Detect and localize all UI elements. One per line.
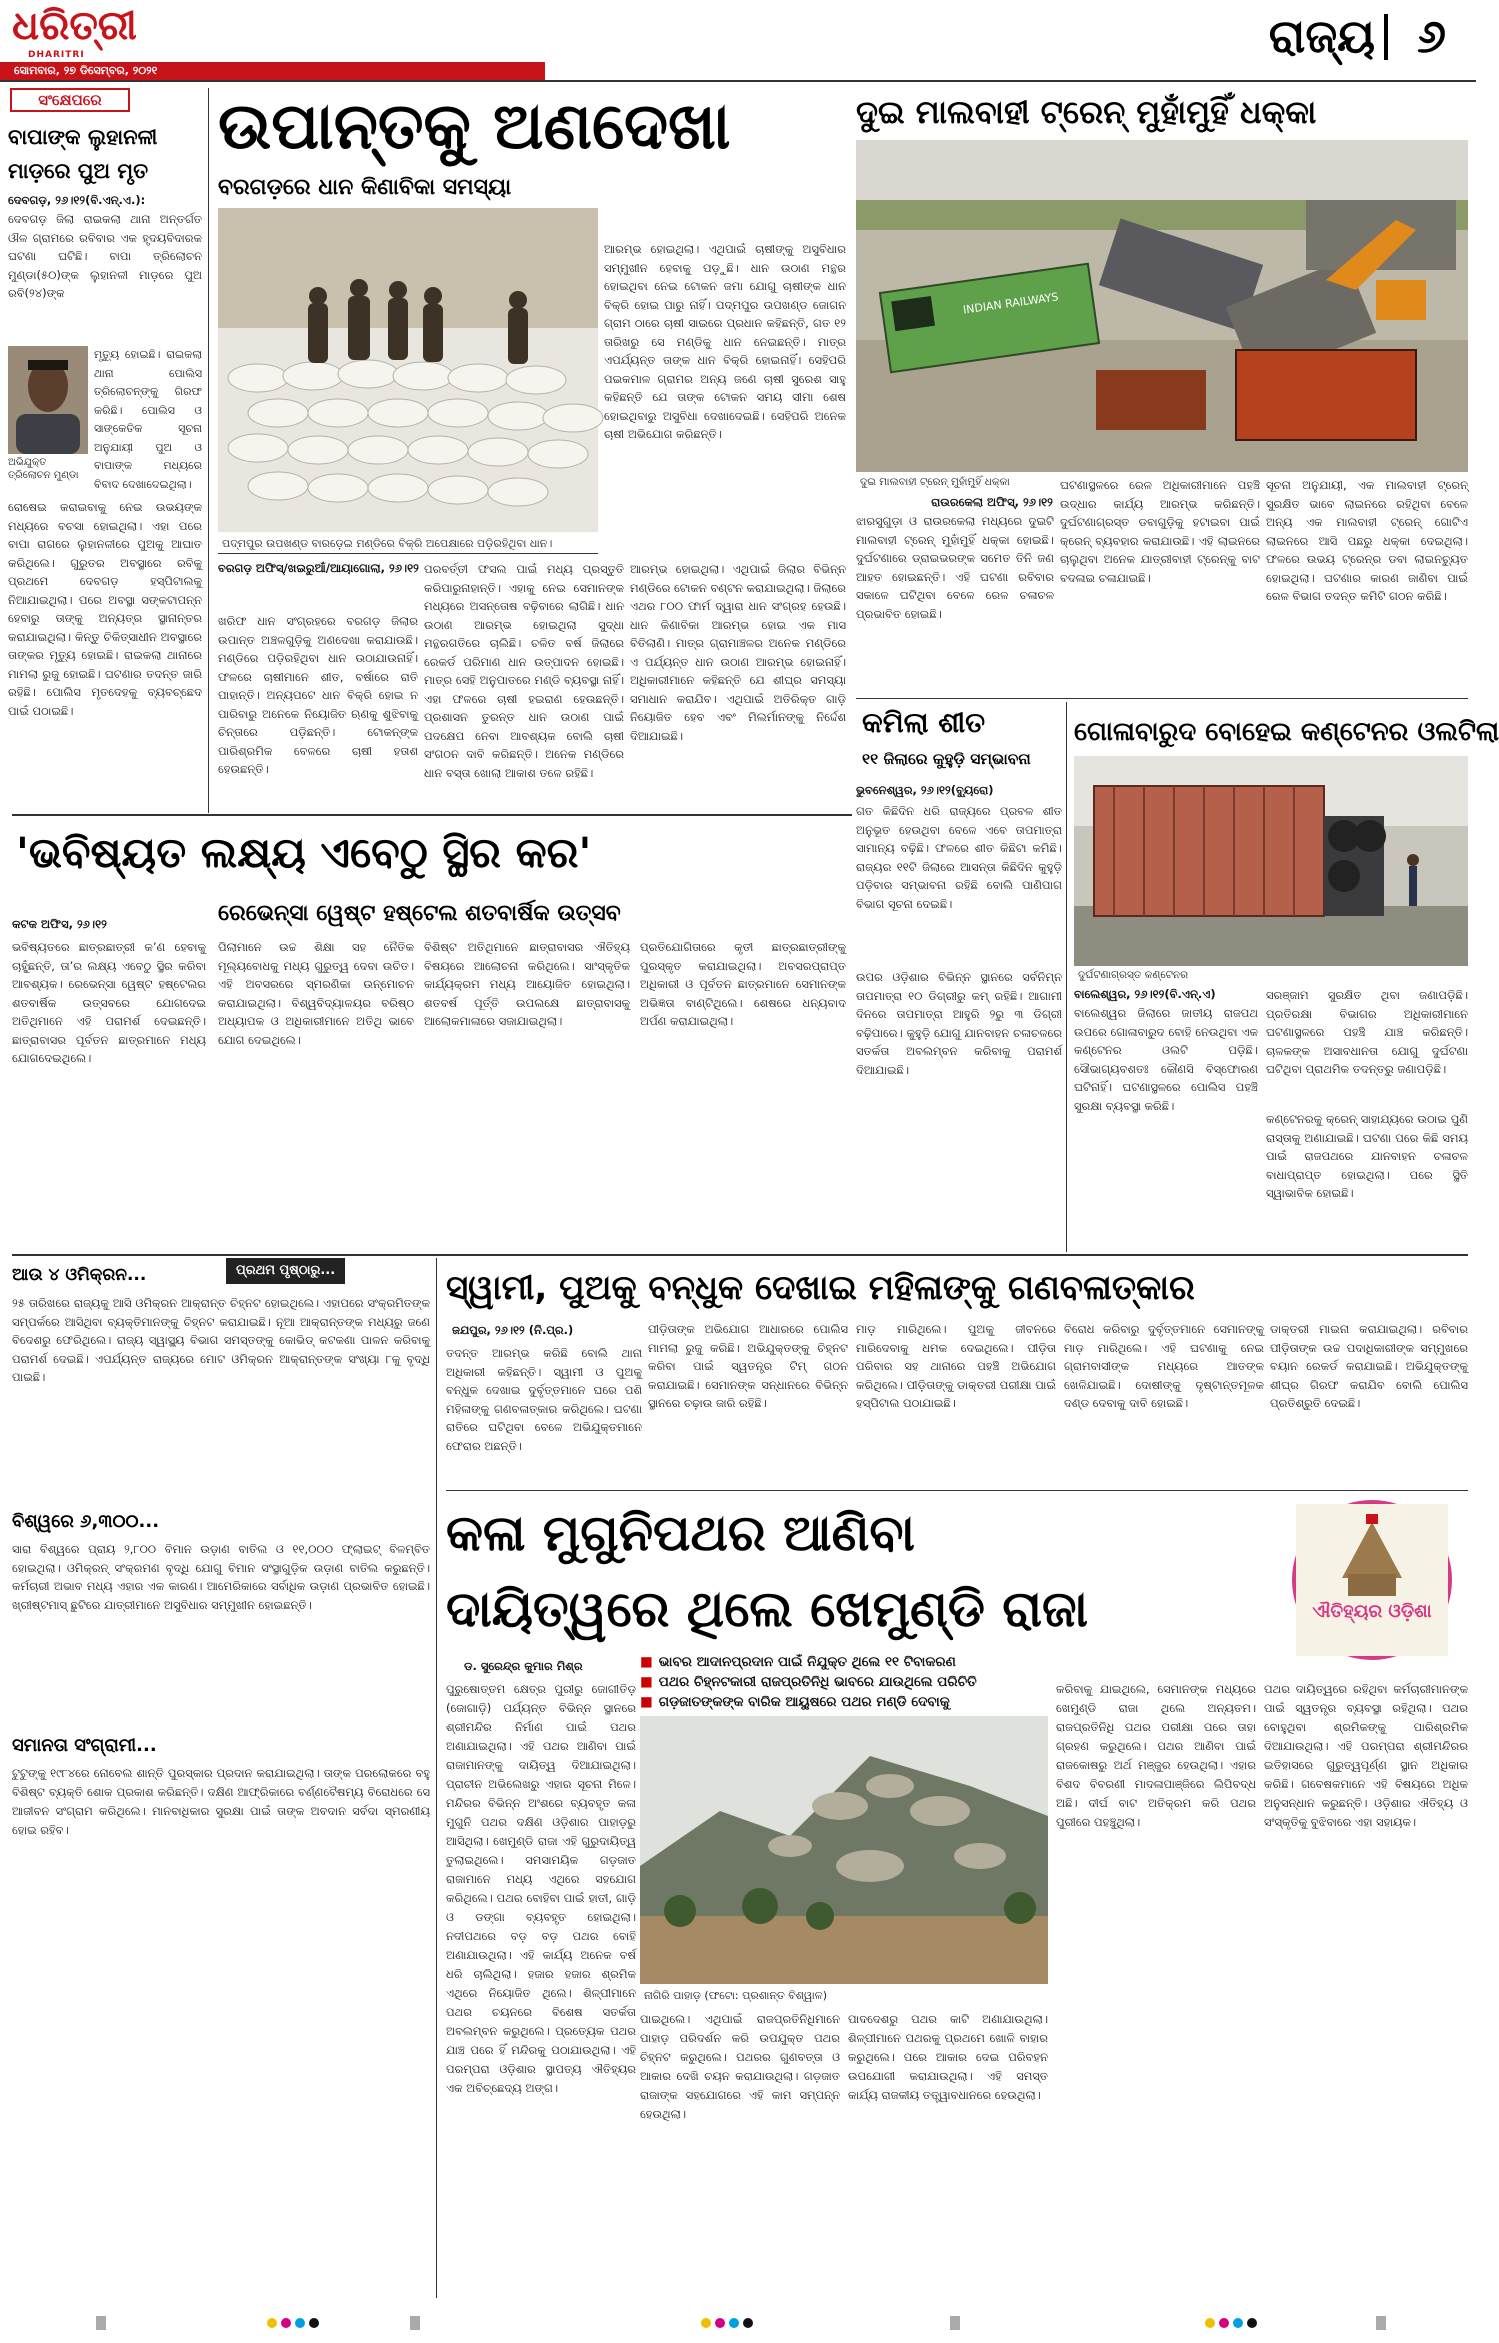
equality-body: ଟୁଟୁଙ୍କୁ ୧୯୮୪ରେ ନୋବେଲ ଶାନ୍ତି ପୁରସ୍କାର ପ୍ରଦାନ କରାଯାଇଥିଲା। ତାଙ୍କ ପରଲୋକରେ ବହୁ ବିଶିଷ୍ଟ ବ୍ୟକ୍ତି ଶୋକ ପ୍ରକାଶ କରିଛନ୍ତି। ଦକ୍ଷିଣ ଆଫ୍ରିକାରେ ବର୍ଣ୍ଣବୈଷମ୍ୟ ବିରୋଧରେ ସେ ଆଜୀବନ ସଂଗ୍ରାମ କରିଥିଲେ। ମାନବାଧିକାର ସୁରକ୍ଷା ପାଇଁ ତାଙ୍କ ଅବଦାନ ସର୍ବଦା ସ୍ମରଣୀୟ ହୋଇ ରହିବ। xyxy=(12,1766,430,1837)
lead-body-left: ଖରିଫ ଧାନ ସଂଗ୍ରହରେ ବରଗଡ଼ ଜିଲାର ଉପାନ୍ତ ଅଞ୍ଚଳଗୁଡ଼ିକୁ ଅଣଦେଖା କରାଯାଉଛି। ମଣ୍ଡିରେ ପଡ଼ିରହିଥିବା ଧାନ ଉଠାଯାଉନାହିଁ। ଫଳରେ ଚାଷୀମାନେ ଶୀତ, ବର୍ଷାରେ ରାତି ପାହାନ୍ତି। ଅନ୍ୟପଟେ ଧାନ ବିକ୍ରି ହୋଇ ନ ପାରିବାରୁ ଅନେକେ ନିୟୋଜିତ ଋଣକୁ ଶୁଝିବାକୁ ଚିନ୍ତାରେ ପଡ଼ିଛନ୍ତି। ଟୋକନ୍ଙ୍କ ପାରିଶ୍ରମିକ ବେଳରେ ଚାଷୀ ହତାଶ ହେଉଛନ୍ତି। xyxy=(218,614,418,776)
lead-body-right: ଆରମ୍ଭ ହୋଇଥିଲା। ଏଥିପାଇଁ ଜିଲାର ବିଭିନ୍ନ ମଣ୍ଡିରେ ଟୋକନ ବଣ୍ଟନ କରାଯାଇଥିଲା। ଜିଲାରେ ଏଥର ୮୦୦ ଫାର୍ମ ଦ୍ୱାରା ଧାନ ସଂଗ୍ରହ ହେଉଛି। ଧାନ କିଣାବିକା ଆରମ୍ଭ ହୋଇ ଏକ ମାସ ବିତିଲାଣି। ମାତ୍ର ଗ୍ରାମାଞ୍ଚଳର ଅନେକ ମଣ୍ଡିରେ ଏ ପର୍ଯ୍ୟନ୍ତ ଧାନ ଉଠାଣ ଆରମ୍ଭ ହୋଇନାହିଁ। ଅଧିକାରୀମାନେ କହିଛନ୍ତି ଯେ ଶୀଘ୍ର ସମସ୍ୟା ସମାଧାନ କରାଯିବ। ଏଥିପାଇଁ ଅତିରିକ୍ତ ଗାଡ଼ି ନିୟୋଜିତ ହେବ ଏବଂ ମିଲର୍ମାନଙ୍କୁ ନିର୍ଦ୍ଦେଶ ଦିଆଯାଇଛି। xyxy=(630,562,846,743)
left-bottom-column-rule xyxy=(436,1258,437,2298)
heritage-badge xyxy=(1292,1500,1452,1660)
heritage-bullet: ■ ଗଡ଼ଜାତଙ୍କଙ୍କ ବାରିକ ଆୟୁଷରେ ପଥର ମଣ୍ଡି ଦେବାକୁ xyxy=(640,1692,1060,1712)
page-number: ୬ xyxy=(1417,9,1446,63)
sidebar-portrait-photo xyxy=(8,346,88,454)
lead-rule-bottom xyxy=(12,814,852,816)
portrait-illustration xyxy=(8,346,88,454)
section-name: ରାଜ୍ୟ xyxy=(1268,9,1376,63)
temple-icon xyxy=(1296,1504,1448,1656)
logo-subtitle: DHARITRI xyxy=(28,50,85,60)
continued-label-text: ପ୍ରଥମ ପୃଷ୍ଠାରୁ... xyxy=(236,1263,336,1278)
future-dateline: କଟକ ଅଫିସ, ୨୬।୧୨ xyxy=(12,917,107,931)
future-body-b: ପିଲାମାନେ ଉଚ୍ଚ ଶିକ୍ଷା ସହ ନୈତିକ ମୂଲ୍ୟବୋଧକୁ ମଧ୍ୟ ଗୁରୁତ୍ୱ ଦେବା ଉଚିତ। ଏହି ଅବସରରେ ସ୍ମରଣିକା ଉନ୍ମୋଚନ କରାଯାଇଥିଲା। ବିଶ୍ୱବିଦ୍ୟାଳୟର ବରିଷ୍ଠ ଅଧ୍ୟାପକ ଓ ଅଧିକାରୀମାନେ ଅତିଥି ଭାବେ ଯୋଗ ଦେଇଥିଲେ। xyxy=(218,940,414,1047)
logo-text: ଧରିତ୍ରୀ xyxy=(12,2,137,49)
assault-body-c: ମାଡ଼ ମାରିଥିଲେ। ପୁଅକୁ ଜୀବନରେ ମାରିଦେବାକୁ ଧମକ ଦେଇଥିଲେ। ପୀଡ଼ିତା ପରିବାର ସହ ଥାନାରେ ପହଞ୍ଚି ଅଭିଯୋଗ କରିଥିଲେ। ପୀଡ଼ିତାଙ୍କୁ ଡାକ୍ତରୀ ପରୀକ୍ଷା ପାଇଁ ହସ୍ପିଟାଲ ପଠାଯାଇଛି। xyxy=(856,1322,1056,1410)
print-registration-strip xyxy=(0,2306,1476,2339)
hill-illustration xyxy=(640,1716,1048,1984)
lead-caption-rule xyxy=(218,553,598,554)
heritage-body-c: ପାଦଦେଶରୁ ପଥର କାଟି ଅଣାଯାଉଥିଲା। ଶିଳ୍ପୀମାନେ ପଥରକୁ ପ୍ରଥମେ ଖୋଳି ବାହାର କରୁଥିଲେ। ପରେ ଆକାର ଦେଇ ପରିବହନ ଉପଯୋଗୀ କରାଯାଉଥିଲା। ଏହି ସମସ୍ତ କାର୍ଯ୍ୟ ରାଜକୀୟ ତତ୍ତ୍ୱାବଧାନରେ ହେଉଥିଲା। xyxy=(848,2012,1048,2102)
lead-body-mid: ପରବର୍ତ୍ତୀ ଫସଲ ପାଇଁ ମଧ୍ୟ ପ୍ରସ୍ତୁତି କରିପାରୁନାହାନ୍ତି। ଏହାକୁ ନେଇ ସେମାନଙ୍କ ମଧ୍ୟରେ ଅସନ୍ତୋଷ ବଢ଼ିବାରେ ଲାଗିଛି। ଧାନ ଉଠାଣ ଆରମ୍ଭ ହୋଇଥିଲା ସୁଦ୍ଧା ମନ୍ଥରଗତିରେ ଚାଲିଛି। ଚଳିତ ବର୍ଷ ଜିଲାରେ ରେକର୍ଡ ପରିମାଣ ଧାନ ଉତ୍ପାଦନ ହୋଇଛି। ମାତ୍ର ସେହି ଅନୁପାତରେ ମଣ୍ଡି ବ୍ୟବସ୍ଥା ନାହିଁ। ଏହା ଫଳରେ ଚାଷୀ ହଇରାଣ ହେଉଛନ୍ତି। ପ୍ରଶାସନ ତୁରନ୍ତ ଧାନ ଉଠାଣ ପାଇଁ ପଦକ୍ଷେପ ନେବା ଆବଶ୍ୟକ ବୋଲି ଚାଷୀ ସଂଗଠନ ଦାବି କରିଛନ୍ତି। ଅନେକ ମଣ୍ଡିରେ ଧାନ ବସ୍ତା ଖୋଲା ଆକାଶ ତଳେ ରହିଛି। xyxy=(424,562,624,780)
masthead-rule xyxy=(0,80,1476,82)
cold-body-b: ଉପର ଓଡ଼ିଶାର ବିଭିନ୍ନ ସ୍ଥାନରେ ସର୍ବନିମ୍ନ ତାପମାତ୍ରା ୧୦ ଡିଗ୍ରୀରୁ କମ୍ ରହିଛି। ଆଗାମୀ ଦିନରେ ତାପମାତ୍ରା ଆହୁରି ୨ରୁ ୩ ଡିଗ୍ରୀ ବଢ଼ିପାରେ। କୁହୁଡ଼ି ଯୋଗୁ ଯାନବାହନ ଚଳାଚଳରେ ସତର୍କତା ଅବଲମ୍ବନ କରିବାକୁ ପରାମର୍ଶ ଦିଆଯାଇଛି। xyxy=(856,970,1062,1077)
heritage-body-b: ପାଇଥିଲେ। ଏଥିପାଇଁ ରାଜପ୍ରତିନିଧିମାନେ ପାହାଡ଼ ପରିଦର୍ଶନ କରି ଉପଯୁକ୍ତ ପଥର ଚିହ୍ନଟ କରୁଥିଲେ। ପଥରର ଗୁଣବତ୍ତା ଓ ଆକାର ଦେଖି ଚୟନ କରାଯାଉଥିଲା। ଗଡ଼ଜାତ ରାଜାଙ୍କ ସହଯୋଗରେ ଏହି କାମ ସମ୍ପନ୍ନ ହେଉଥିଲା। xyxy=(640,2012,840,2121)
heritage-bullet-list xyxy=(640,1652,1060,1712)
heritage-headline-line2: ଦାୟିତ୍ୱରେ ଥିଲେ ଖେମୁଣ୍ଡି ରାଜା xyxy=(446,1580,1088,1638)
future-rule-bottom xyxy=(12,1254,1468,1256)
sidebar-body-2: ରୋଷେଇ କରାଇବାକୁ ନେଇ ଉଭୟଙ୍କ ମଧ୍ୟରେ ବଚସା ହୋଇଥିଲା। ଏହା ପରେ ବାପା ରାଗରେ ଲୁହାନଳୀରେ ପୁଅକୁ ଆଘାତ କରିଥିଲେ। ଗୁରୁତର ଅବସ୍ଥାରେ ରବିକୁ ପ୍ରଥମେ ଦେବଗଡ଼ ହସ୍ପିଟାଲକୁ ନିଆଯାଇଥିଲା। ପରେ ଅବସ୍ଥା ସଙ୍କଟାପନ୍ନ ହେବାରୁ ତାଙ୍କୁ ଅନ୍ୟତ୍ର ସ୍ଥାନାନ୍ତର କରାଯାଇଥିଲା। କିନ୍ତୁ ଚିକିତ୍ସାଧୀନ ଅବସ୍ଥାରେ ତାଙ୍କର ମୃତ୍ୟୁ ହୋଇଛି। ରାଇକଲା ଥାନାରେ ମାମଲା ରୁଜୁ ହୋଇଛି। ଘଟଣାର ତଦନ୍ତ ଜାରି ରହିଛି। ପୋଲିସ ମୃତଦେହକୁ ବ୍ୟବଚ୍ଛେଦ ପାଇଁ ପଠାଇଛି। xyxy=(8,500,202,718)
heritage-body-e: ପଥର ଦାୟିତ୍ୱରେ ରହିଥିବା କର୍ମଚାରୀମାନଙ୍କ ପାଇଁ ସ୍ୱତନ୍ତ୍ର ବ୍ୟବସ୍ଥା ରହିଥିଲା। ପଥର ବୋହୁଥିବା ଶ୍ରମିକଙ୍କୁ ପାରିଶ୍ରମିକ ଦିଆଯାଉଥିଲା। ଏହି ପରମ୍ପରା ଶ୍ରୀମନ୍ଦିରର ଇତିହାସରେ ଗୁରୁତ୍ୱପୂର୍ଣ୍ଣ ସ୍ଥାନ ଅଧିକାର କରିଛି। ଗବେଷକମାନେ ଏହି ବିଷୟରେ ଅଧିକ ଅନୁସନ୍ଧାନ କରୁଛନ୍ତି। ଓଡ଼ିଶାର ଐତିହ୍ୟ ଓ ସଂସ୍କୃତିକୁ ବୁଝିବାରେ ଏହା ସହାୟକ। xyxy=(1264,1682,1468,1829)
assault-dateline: ଜଯପୁର, ୨୬।୧୨ (ନି.ପ୍ର.) xyxy=(452,1323,574,1337)
container-dateline: ବାଲେଶ୍ୱର, ୨୬।୧୨(ବି.ଏନ୍.ଏ) xyxy=(1074,987,1216,1001)
heritage-headline-line1: କଳା ମୁଗୁନିପଥର ଆଣିବା xyxy=(446,1504,915,1562)
lead-subhead: ବରଗଡ଼ରେ ଧାନ କିଣାବିକା ସମସ୍ୟା xyxy=(218,175,512,200)
cold-column-rule xyxy=(1066,702,1067,1252)
cold-body-a: ଗତ କିଛିଦିନ ଧରି ରାଜ୍ୟରେ ପ୍ରବଳ ଶୀତ ଅନୁଭୂତ ହେଉଥିବା ବେଳେ ଏବେ ତାପମାତ୍ରା ସାମାନ୍ୟ ବଢ଼ିଛି। ଫଳରେ ଶୀତ କିଛିଟା କମିଛି। ରାଜ୍ୟର ୧୧ଟି ଜିଲାରେ ଆସନ୍ତା କିଛିଦିନ କୁହୁଡ଼ି ପଡ଼ିବାର ସମ୍ଭାବନା ରହିଛି ବୋଲି ପାଣିପାଗ ବିଭାଗ ସୂଚନା ଦେଇଛି। xyxy=(856,804,1062,911)
future-subhead: ରେଭେନ୍ସା ୱେଷ୍ଟ ହଷ୍ଟେଲ ଶତବାର୍ଷିକ ଉତ୍ସବ xyxy=(218,901,621,926)
assault-body-b: ପୀଡ଼ିତାଙ୍କ ଅଭିଯୋଗ ଆଧାରରେ ପୋଲିସ ମାମଲା ରୁଜୁ କରିଛି। ଅଭିଯୁକ୍ତଙ୍କୁ ଚିହ୍ନଟ କରିବା ପାଇଁ ସ୍ୱତନ୍ତ୍ର ଟିମ୍ ଗଠନ କରାଯାଇଛି। ସେମାନଙ୍କ ସନ୍ଧାନରେ ବିଭିନ୍ନ ସ୍ଥାନରେ ଚଢ଼ାଉ ଜାରି ରହିଛି। xyxy=(648,1322,848,1410)
section-separator xyxy=(1384,14,1388,60)
heritage-body-d: କରିବାକୁ ଯାଇଥିଲେ, ସେମାନଙ୍କ ମଧ୍ୟରେ ଖେମୁଣ୍ଡି ରାଜା ଥିଲେ ଅନ୍ୟତମ। ରାଜପ୍ରତିନିଧି ପଥର ପରୀକ୍ଷା ପରେ ତାହା ଗ୍ରହଣ କରୁଥିଲେ। ପଥର ଆଣିବା ପାଇଁ ରାଜକୋଷରୁ ଅର୍ଥ ମଞ୍ଜୁର ହେଉଥିଲା। ଏହାର ବିଶଦ ବିବରଣୀ ମାଦଳାପାଞ୍ଜିରେ ଲିପିବଦ୍ଧ ଅଛି। ଦୀର୍ଘ ବାଟ ଅତିକ୍ରମ କରି ପଥର ପୁରୀରେ ପହଞ୍ଚୁଥିଲା। xyxy=(1056,1682,1256,1829)
omicron-body: ୨୫ ତାରିଖରେ ରାଜ୍ୟକୁ ଆସି ଓମିକ୍ରନ ଆକ୍ରାନ୍ତ ଚିହ୍ନଟ ହୋଇଥିଲେ। ଏହାପରେ ସଂକ୍ରମିତଙ୍କ ସମ୍ପର୍କରେ ଆସିଥିବା ବ୍ୟକ୍ତିମାନଙ୍କୁ ଚିହ୍ନଟ କରାଯାଇଛି। ନୂଆ ଆକ୍ରାନ୍ତଙ୍କ ମଧ୍ୟରୁ ଜଣେ ବିଦେଶରୁ ଫେରିଥିଲେ। ରାଜ୍ୟ ସ୍ୱାସ୍ଥ୍ୟ ବିଭାଗ ସମସ୍ତଙ୍କୁ କୋଭିଡ୍ କଟକଣା ପାଳନ କରିବାକୁ ପରାମର୍ଶ ଦେଇଛି। ଏପର୍ଯ୍ୟନ୍ତ ରାଜ୍ୟରେ ମୋଟ ଓମିକ୍ରନ ଆକ୍ରାନ୍ତଙ୍କ ସଂଖ୍ୟା ୮କୁ ବୃଦ୍ଧି ପାଇଛି। xyxy=(12,1296,430,1384)
sidebar-briefs xyxy=(8,88,202,813)
heritage-body-a: ପୁରୁଷୋତ୍ତମ କ୍ଷେତ୍ର ପୁରୀରୁ ଜୋଗୀତିଡ଼ (ଜୋଗାଡ଼ି) ପର୍ଯ୍ୟନ୍ତ ବିଭିନ୍ନ ସ୍ଥାନରେ ଶ୍ରୀମନ୍ଦିର ନିର୍ମାଣ ପାଇଁ ପଥର ଅଣାଯାଇଥିଲା। ଏହି ପଥର ଆଣିବା ପାଇଁ ରାଜାମାନଙ୍କୁ ଦାୟିତ୍ୱ ଦିଆଯାଇଥିଲା। ପ୍ରାଚୀନ ଅଭିଲେଖରୁ ଏହାର ସୂଚନା ମିଳେ। ମନ୍ଦିରର ବିଭିନ୍ନ ଅଂଶରେ ବ୍ୟବହୃତ କଳା ମୁଗୁନି ପଥର ଦକ୍ଷିଣ ଓଡ଼ିଶାର ପାହାଡ଼ରୁ ଆସିଥିଲା। ଖେମୁଣ୍ଡି ରାଜା ଏହି ଗୁରୁଦାୟିତ୍ୱ ତୁଲାଇଥିଲେ। ସମସାମୟିକ ଗଡ଼ଜାତ ରାଜାମାନେ ମଧ୍ୟ ଏଥିରେ ସହଯୋଗ କରିଥିଲେ। ପଥର ବୋହିବା ପାଇଁ ହାତୀ, ଗାଡ଼ି ଓ ଡଙ୍ଗା ବ୍ୟବହୃତ ହୋଇଥିଲା। ନଦୀପଥରେ ବଡ଼ ବଡ଼ ପଥର ବୋହି ଅଣାଯାଉଥିଲା। ଏହି କାର୍ଯ୍ୟ ଅନେକ ବର୍ଷ ଧରି ଚାଲିଥିଲା। ହଜାର ହଜାର ଶ୍ରମିକ ଏଥିରେ ନିୟୋଜିତ ଥିଲେ। ଶିଳ୍ପୀମାନେ ପଥର ଚୟନରେ ବିଶେଷ ସତର୍କତା ଅବଲମ୍ବନ କରୁଥିଲେ। ପ୍ରତ୍ୟେକ ପଥର ଯାଞ୍ଚ ପରେ ହିଁ ମନ୍ଦିରକୁ ପଠାଯାଉଥିଲା। ଏହି ପରମ୍ପରା ଓଡ଼ିଶାର ସ୍ଥାପତ୍ୟ ଐତିହ୍ୟର ଏକ ଅବିଚ୍ଛେଦ୍ୟ ଅଙ୍ଗ। xyxy=(446,1682,636,2095)
omicron-headline: ଆଉ ୪ ଓମିକ୍ରନ... xyxy=(12,1265,147,1285)
future-headline: 'ଭବିଷ୍ୟତ ଲକ୍ଷ୍ୟ ଏବେଠୁ ସ୍ଥିର କର' xyxy=(16,828,592,877)
masthead xyxy=(0,0,1476,80)
lead-photo-caption: ପଦ୍ମପୁର ଉପଖଣ୍ଡ ବାରଡ଼େଇ ମଣ୍ଡିରେ ବିକ୍ରି ଅପେକ୍ଷାରେ ପଡ଼ିରହିଥିବା ଧାନ। xyxy=(222,537,553,550)
world-body: ସାରା ବିଶ୍ୱରେ ପ୍ରାୟ ୨,୮୦୦ ବିମାନ ଉଡ଼ାଣ ବାତିଲ ଓ ୧୧,୦୦୦ ଫ୍ଲାଇଟ୍ ବିଳମ୍ବିତ ହୋଇଥିଲା। ଓମିକ୍ରନ୍ ସଂକ୍ରମଣ ବୃଦ୍ଧି ଯୋଗୁ ବିମାନ ସଂସ୍ଥାଗୁଡ଼ିକ ଉଡ଼ାଣ ବାତିଲ କରୁଛନ୍ତି। କର୍ମଚାରୀ ଅଭାବ ମଧ୍ୟ ଏହାର ଏକ କାରଣ। ଆମେରିକାରେ ସର୍ବାଧିକ ଉଡ଼ାଣ ପ୍ରଭାବିତ ହୋଇଛି। ଖ୍ରୀଷ୍ଟମାସ୍ ଛୁଟିରେ ଯାତ୍ରୀମାନେ ଅସୁବିଧାର ସମ୍ମୁଖୀନ ହୋଇଛନ୍ତି। xyxy=(12,1542,430,1612)
cold-dateline: ଭୁବନେଶ୍ୱର, ୨୬।୧୨(ବ୍ୟୁରୋ) xyxy=(856,783,994,797)
train-photo-caption: ଦୁଇ ମାଲବାହୀ ଟ୍ରେନ୍ ମୁହାଁମୁହିଁ ଧକ୍କା xyxy=(860,476,1010,488)
future-body-a: ଭବିଷ୍ୟତରେ ଛାତ୍ରଛାତ୍ରୀ କ’ଣ ହେବାକୁ ଚାହୁଁଛନ୍ତି, ତା’ର ଲକ୍ଷ୍ୟ ଏବେଠୁ ସ୍ଥିର କରିବା ଆବଶ୍ୟକ। ରେଭେନ୍ସା ୱେଷ୍ଟ ହଷ୍ଟେଲର ଶତବାର୍ଷିକ ଉତ୍ସବରେ ଯୋଗଦେଇ ଅତିଥିମାନେ ଏହି ପରାମର୍ଶ ଦେଇଛନ୍ତି। ଛାତ୍ରାବାସର ପୂର୍ବତନ ଛାତ୍ରମାନେ ମଧ୍ୟ ଯୋଗଦେଇଥିଲେ। xyxy=(12,940,206,1065)
train-collision-photo xyxy=(856,140,1468,472)
lead-paddy-photo xyxy=(218,208,598,532)
train-rule-bottom xyxy=(856,698,1468,699)
newspaper-logo xyxy=(12,2,172,50)
equality-headline: ସମାନତା ସଂଗ୍ରାମୀ... xyxy=(12,1735,157,1756)
future-body-c: ବିଶିଷ୍ଟ ଅତିଥିମାନେ ଛାତ୍ରାବାସର ଐତିହ୍ୟ ବିଷୟରେ ଆଲୋଚନା କରିଥିଲେ। ସାଂସ୍କୃତିକ କାର୍ଯ୍ୟକ୍ରମ ମଧ୍ୟ ଆୟୋଜିତ ହୋଇଥିଲା। ଶତବର୍ଷ ପୂର୍ତ୍ତି ଉପଲକ୍ଷେ ଛାତ୍ରାବାସକୁ ଆଲୋକମାଳାରେ ସଜାଯାଇଥିଲା। xyxy=(424,940,630,1028)
assault-body-e: ଡାକ୍ତରୀ ମାଇନା କରାଯାଇଥିଲା। ରବିବାର ପୀଡ଼ିତାଙ୍କ ଉଚ୍ଚ ପଦାଧିକାରୀଙ୍କ ସମ୍ମୁଖରେ ବୟାନ ରେକର୍ଡ କରାଯାଇଛି। ଅଭିଯୁକ୍ତଙ୍କୁ ଶୀଘ୍ର ଗିରଫ କରାଯିବ ବୋଲି ପୋଲିସ ପ୍ରତିଶ୍ରୁତି ଦେଇଛି। xyxy=(1270,1322,1468,1410)
train-dateline: ରାଉରକେଲା ଅଫିସ୍, ୨୬।୧୨ xyxy=(931,495,1053,509)
container-photo xyxy=(1074,756,1468,966)
train-body-c: ସୂଚନା ଅନୁଯାୟୀ, ଏକ ମାଲବାହୀ ଟ୍ରେନ୍ ସୁରକ୍ଷିତ ଭାବେ ଲାଇନରେ ରହିଥିବା ବେଳେ ଅନ୍ୟ ଏକ ମାଲବାହୀ ଟ୍ରେନ୍ ଗୋଟିଏ ଲାଇନରେ ଆସି ପଛରୁ ଧକ୍କା ଦେଇଥିଲା। ଫଳରେ ଉଭୟ ଟ୍ରେନ୍ର ଡବା ଲାଇନଚ୍ୟୁତ ହୋଇଥିଲା। ଘଟଣାର କାରଣ ଜାଣିବା ପାଇଁ ରେଳ ବିଭାଗ ତଦନ୍ତ କମିଟି ଗଠନ କରିଛି। xyxy=(1266,478,1468,603)
sidebar-body-1: ଦେବଗଡ଼ ଜିଲା ରାଇକଲା ଥାନା ଅନ୍ତର୍ଗତ ଔଳ ଗ୍ରାମରେ ରବିବାର ଏକ ହୃଦୟବିଦାରକ ଘଟଣା ଘଟିଛି। ବାପା ତ୍ରିଲୋଚନ ମୁଣ୍ଡା(୫୦)ଙ୍କ ଲୁହାନଳୀ ମାଡ଼ରେ ପୁଅ ରବି(୨୪)ଙ୍କ xyxy=(8,212,202,300)
paddy-bags-illustration xyxy=(218,208,598,532)
world-headline: ବିଶ୍ୱରେ ୬,୩୦୦... xyxy=(12,1511,160,1532)
heritage-hill-photo xyxy=(640,1716,1048,1984)
heritage-bullet: ■ ଭାବର ଆଦାନପ୍ରଦାନ ପାଇଁ ନିଯୁକ୍ତ ଥିଲେ ୧୧ ଟିବାକରଣ xyxy=(640,1652,1060,1672)
issue-date: ସୋମବାର, ୨୭ ଡିସେମ୍ବର, ୨୦୨୧ xyxy=(14,64,158,77)
container-body-a: ବାଲେଶ୍ୱର ଜିଲାରେ ଜାତୀୟ ରାଜପଥ ଉପରେ ଗୋଳାବାରୁଦ ବୋହି ନେଉଥିବା ଏକ କଣ୍ଟେନର ଓଲଟି ପଡ଼ିଛି। ସୌଭାଗ୍ୟବଶତଃ କୌଣସି ବିସ୍ଫୋରଣ ଘଟିନାହିଁ। ଘଟଣାସ୍ଥଳରେ ପୋଲିସ ପହଞ୍ଚି ସୁରକ୍ଷା ବ୍ୟବସ୍ଥା କରିଛି। xyxy=(1074,1006,1258,1113)
container-body-c: କଣ୍ଟେନରକୁ କ୍ରେନ୍ ସାହାଯ୍ୟରେ ଉଠାଇ ପୁଣି ରାସ୍ତାକୁ ଅଣାଯାଇଛି। ଘଟଣା ପରେ କିଛି ସମୟ ପାଇଁ ରାଜପଥରେ ଯାନବାହନ ଚଳାଚଳ ବାଧାପ୍ରାପ୍ତ ହୋଇଥିଲା। ପରେ ସ୍ଥିତି ସ୍ୱାଭାବିକ ହୋଇଛି। xyxy=(1266,1112,1468,1200)
container-body-b: ସରଞ୍ଜାମ ସୁରକ୍ଷିତ ଥିବା ଜଣାପଡ଼ିଛି। ପ୍ରତିରକ୍ଷା ବିଭାଗର ଅଧିକାରୀମାନେ ଘଟଣାସ୍ଥଳରେ ପହଞ୍ଚି ଯାଞ୍ଚ କରିଛନ୍ତି। ଚାଳକଙ୍କ ଅସାବଧାନତା ଯୋଗୁ ଦୁର୍ଘଟଣା ଘଟିଥିବା ପ୍ରାଥମିକ ତଦନ୍ତରୁ ଜଣାପଡ଼ିଛି। xyxy=(1266,988,1468,1076)
registration-marks-icon xyxy=(0,2306,1476,2339)
sidebar-column-rule xyxy=(208,88,209,813)
container-photo-caption: ଦୁର୍ଘଟଣାଗ୍ରସ୍ତ କଣ୍ଟେନର xyxy=(1078,969,1189,981)
lead-body-top: ଆରମ୍ଭ ହୋଇଥିଲା। ଏଥିପାଇଁ ଚାଷୀଙ୍କୁ ଅସୁବିଧାର ସମ୍ମୁଖୀନ ହେବାକୁ ପଡ଼ୁଛି। ଧାନ ଉଠାଣ ମନ୍ଥର ହୋଇଥିବା ନେଇ ଟୋକନ ଜମା ଯୋଗୁ ଚାଷୀଙ୍କ ଧାନ ବିକ୍ରି ହୋଇ ପାରୁ ନାହିଁ। ପଦ୍ମପୁର ଉପଖଣ୍ଡ ଜୋଗନ ଗ୍ରାମ ଠାରେ ଚାଷୀ ସାଇରେ ପ୍ରଧାନ କହିଛନ୍ତି, ଗତ ୧୨ ତାରିଖରୁ ସେ ମଣ୍ଡିକୁ ଧାନ ନେଇଛନ୍ତି। ମାତ୍ର ଏପର୍ଯ୍ୟନ୍ତ ତାଙ୍କ ଧାନ ବିକ୍ରି ହୋଇନାହିଁ। ସେହିପରି ପଇକମାଳ ଗ୍ରାମର ଅନ୍ୟ ଜଣେ ଚାଷୀ ସୁରେଶ ସାହୁ କହିଛନ୍ତି ଯେ ତାଙ୍କ ଟୋକନ ସମୟ ସୀମା ଶେଷ ହୋଇଥିବାରୁ ଅସୁବିଧା ଦେଖାଦେଇଛି। ସେହିପରି ଅନେକ ଚାଷୀ ଅଭିଯୋଗ କରିଛନ୍ତି। xyxy=(604,242,846,441)
sidebar-photo-caption: ଅଭିଯୁକ୍ତ ତ୍ରିଲୋଚନ ମୁଣ୍ଡା xyxy=(8,457,79,481)
issue-date-bar xyxy=(0,62,545,80)
assault-body-d: ବିରୋଧ କରିବାରୁ ଦୁର୍ବୃତ୍ତମାନେ ସେମାନଙ୍କୁ ମାଡ଼ ମାରିଥିଲେ। ଏହି ଘଟଣାକୁ ନେଇ ଗ୍ରାମବାସୀଙ୍କ ମଧ୍ୟରେ ଆତଙ୍କ ଖେଳିଯାଇଛି। ଦୋଷୀଙ୍କୁ ଦୃଷ୍ଟାନ୍ତମୂଳକ ଦଣ୍ଡ ଦେବାକୁ ଦାବି ହୋଇଛି। xyxy=(1064,1322,1264,1410)
omicron-continued-label xyxy=(226,1258,345,1284)
heritage-byline: ଡ. ସୁରେନ୍ଦ୍ର କୁମାର ମିଶ୍ର xyxy=(464,1659,583,1673)
assault-body-a: ତଦନ୍ତ ଆରମ୍ଭ କରିଛି ବୋଲି ଥାନା ଅଧିକାରୀ କହିଛନ୍ତି। ସ୍ୱାମୀ ଓ ପୁଅକୁ ବନ୍ଧୁକ ଦେଖାଇ ଦୁର୍ବୃତ୍ତମାନେ ଘରେ ପଶି ମହିଳାଙ୍କୁ ଗଣବଳାତ୍କାର କରିଥିଲେ। ଘଟଣା ରାତିରେ ଘଟିଥିବା ବେଳେ ଅଭିଯୁକ୍ତମାନେ ଫେରାର ଅଛନ୍ତି। xyxy=(446,1346,642,1453)
heritage-badge-text: ଐତିହ୍ୟର ଓଡ଼ିଶା xyxy=(1312,1601,1432,1622)
assault-rule-bottom xyxy=(446,1490,1468,1491)
sidebar-body-wrap: ମୃତ୍ୟୁ ହୋଇଛି। ରାଇକଲା ଥାନା ପୋଲିସ ତ୍ରିଲୋଚନ୍ଙ୍କୁ ଗିରଫ କରିଛି। ପୋଲିସ ଓ ସାଙ୍କେତିକ ସୂଚନା ଅନୁଯାୟୀ ପୁଅ ଓ ବାପାଙ୍କ ମଧ୍ୟରେ ବିବାଦ ଦେଖାଦେଇଥିଲା। xyxy=(94,348,202,491)
lead-headline: ଉପାନ୍ତକୁ ଅଣଦେଖା xyxy=(218,90,731,164)
section-title xyxy=(1269,6,1446,66)
sidebar-label-text: ସଂକ୍ଷେପରେ xyxy=(38,91,102,109)
sidebar-dateline: ଦେବଗଡ଼, ୨୬।୧୨(ବି.ଏନ୍.ଏ.): xyxy=(8,193,146,207)
sidebar-label xyxy=(10,88,130,112)
locomotive-label: INDIAN RAILWAYS xyxy=(962,290,1060,317)
train-body-b: ଘଟଣାସ୍ଥଳରେ ରେଳ ଅଧିକାରୀମାନେ ପହଞ୍ଚି ଉଦ୍ଧାର କାର୍ଯ୍ୟ ଆରମ୍ଭ କରିଛନ୍ତି। ଦୁର୍ଘଟଣାଗ୍ରସ୍ତ ଡବାଗୁଡ଼ିକୁ ହଟାଇବା ପାଇଁ କ୍ରେନ୍ ବ୍ୟବହାର କରାଯାଉଛି। ଏହି ଲାଇନରେ ଚାଲୁଥିବା ଅନେକ ଯାତ୍ରୀବାହୀ ଟ୍ରେନ୍କୁ ବାଟ ବଦଳାଇ ଚଳାଯାଇଛି। xyxy=(1060,478,1260,585)
container-headline: ଗୋଳାବାରୁଦ ବୋହେଇ କଣ୍ଟେନର ଓଲଟିଲା xyxy=(1074,717,1499,747)
heritage-photo-caption: ନାଗିରି ପାହାଡ଼ (ଫଟୋ: ପ୍ରଶାନ୍ତ ବିଶ୍ୱାଳ) xyxy=(644,1989,828,2002)
assault-headline: ସ୍ୱାମୀ, ପୁଅକୁ ବନ୍ଧୁକ ଦେଖାଇ ମହିଳାଙ୍କୁ ଗଣବଳାତ୍କାର xyxy=(446,1268,1195,1308)
sidebar-headline: ବାପାଙ୍କ ଲୁହାନଳୀ ମାଡ଼ରେ ପୁଅ ମୃତ xyxy=(8,125,158,183)
heritage-bullet: ■ ପଥର ଚିହ୍ନଟକାରୀ ରାଜପ୍ରତିନିଧି ଭାବରେ ଯାଉଥିଲେ ପରିଚିତି xyxy=(640,1672,1060,1692)
train-wreck-illustration xyxy=(856,140,1468,472)
train-body-a: ଝାରସୁଗୁଡ଼ା ଓ ରାଉରକେଲା ମଧ୍ୟରେ ଦୁଇଟି ମାଲବାହୀ ଟ୍ରେନ୍ ମୁହାଁମୁହିଁ ଧକ୍କା ହୋଇଛି। ଦୁର୍ଘଟଣାରେ ଡ୍ରାଇଭରଙ୍କ ସମେତ ତିନି ଜଣ ଆହତ ହୋଇଛନ୍ତି। ଏହି ଘଟଣା ରବିବାର ସକାଳେ ଘଟିଥିବା ବେଳେ ରେଳ ଚଳାଚଳ ପ୍ରଭାବିତ ହୋଇଛି। xyxy=(856,514,1054,621)
future-body-d: ପ୍ରତିଯୋଗିତାରେ କୃତୀ ଛାତ୍ରଛାତ୍ରୀଙ୍କୁ ପୁରସ୍କୃତ କରାଯାଇଥିଲା। ଅବସରପ୍ରାପ୍ତ ଅଧିକାରୀ ଓ ପୂର୍ବତନ ଛାତ୍ରମାନେ ସେମାନଙ୍କ ଅଭିଜ୍ଞତା ବାଣ୍ଟିଥିଲେ। ଶେଷରେ ଧନ୍ୟବାଦ ଅର୍ପଣ କରାଯାଇଥିଲା। xyxy=(640,940,846,1028)
container-truck-illustration xyxy=(1074,756,1468,966)
cold-subhead: ୧୧ ଜିଲାରେ କୁହୁଡ଼ି ସମ୍ଭାବନା xyxy=(862,750,1031,768)
train-headline: ଦୁଇ ମାଲବାହୀ ଟ୍ରେନ୍ ମୁହାଁମୁହିଁ ଧକ୍କା xyxy=(856,93,1317,131)
lead-dateline: ବରଗଡ଼ ଅଫିସ୍/ଖଇରୁଆଁ/ଆୟାଗୋଲା, ୨୬।୧୨ xyxy=(218,561,419,575)
cold-headline: କମିଲା ଶୀତ xyxy=(862,706,986,739)
